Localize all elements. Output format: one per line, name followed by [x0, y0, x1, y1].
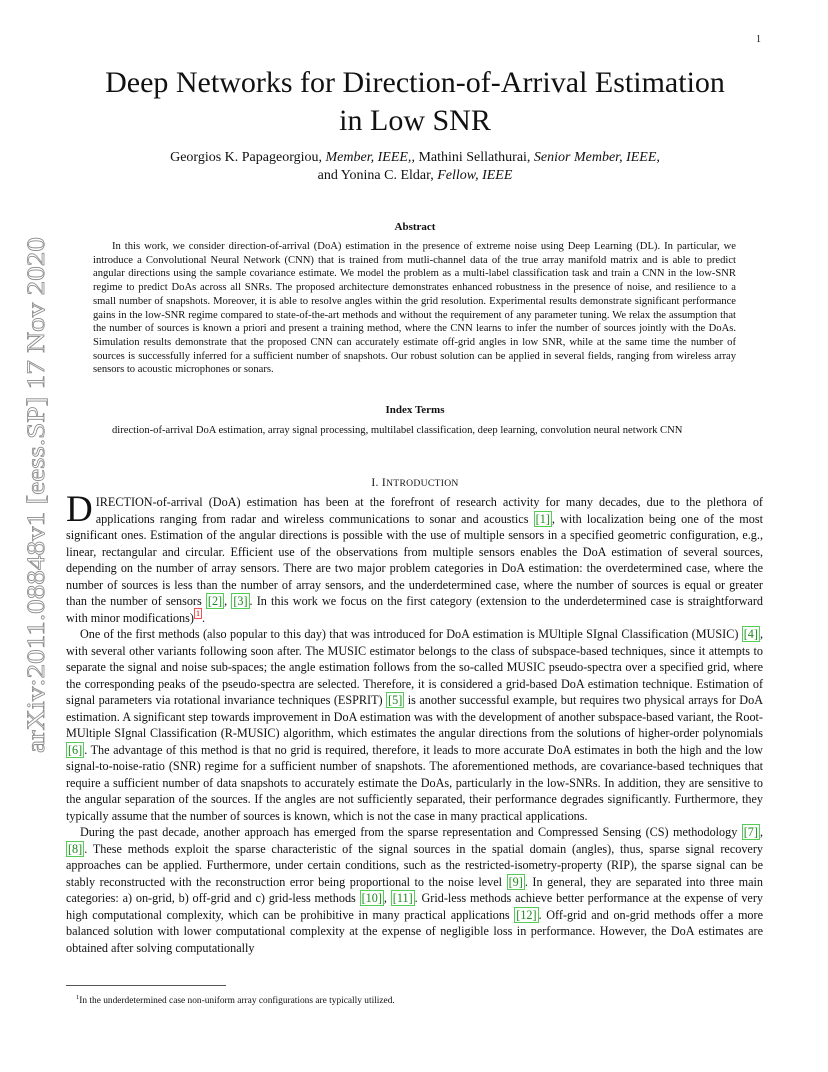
- citation-link[interactable]: [7]: [743, 825, 758, 839]
- citation-link[interactable]: [6]: [68, 742, 83, 757]
- author-1-role: Member, IEEE,: [325, 150, 412, 165]
- text-run: is another successful example, but requires two physical arrays for DoA estimation. A significant step towards improvement in DoA estimation was with the development of another subspace-based variant, the Root-MUltiple SIgnal Classification (R-MUSIC) algorithm, which estimates the angular directions from the solutions of higher-order polynomials: [66, 693, 764, 740]
- index-terms-heading: Index Terms: [385, 404, 445, 416]
- author-3-name: and Yonina C. Eldar,: [317, 168, 438, 183]
- text-run: . The advantage of this method is that no grid is required, therefore, it leads to more accurate DoA estimates in both the high and the low signal-to-noise-ratio (SNR) regime for a sufficient number of snapshots. The aforementioned methods, are covariance-based techniques that require a sufficient number of data snapshots to accurately estimate the DoAs, particularly in the low-SNRs. In addition, they are sensitive to the angular separation of the sources. If the angles are not sufficiently separated, their performance degrades significantly. Furthermore, they typically assume that the number of sources is known, which is not the case in many practical applications.: [66, 742, 763, 823]
- text-run: . Off-grid and on-grid methods offer a more balanced solution with lower computational complexity at the expense of negligible loss in performance. However, the DoA estimates are obtained after solving computationally: [66, 907, 763, 955]
- text-run: One of the first methods (also popular to this day) that was introduced for DoA estimation is MUltiple SIgnal Classification (MUSIC): [80, 627, 742, 641]
- page-number: 1: [756, 34, 761, 45]
- text-run: IRECTION-of-arrival (DoA) estimation has been at the forefront of research activity for many decades, due to the plethora of applications ranging from radar and wireless communications to sonar and acoustics: [95, 495, 763, 526]
- footnote-rule: [66, 985, 226, 986]
- text-run: . These methods exploit the sparse characteristic of the signal sources in the spatial domain (angles), thus, sparse signal recovery approaches can be applied. Furthermore, under certain conditions, such as the restricted-isometry-property (RIP), the sparse signal can be stably reconstructed with the reconstruction error being proportional to the noise level: [66, 841, 763, 889]
- citation-link[interactable]: [1]: [535, 511, 550, 526]
- text-run: During the past decade, another approach has emerged from the sparse representation and Compressed Sensing (CS) methodology: [80, 825, 742, 839]
- abstract-heading: Abstract: [394, 221, 436, 233]
- text-run: ,: [383, 891, 391, 905]
- citation-link[interactable]: [12]: [516, 907, 537, 922]
- citation-link[interactable]: [8]: [68, 841, 83, 856]
- citation-link[interactable]: [11]: [392, 891, 413, 905]
- footnote: [76, 994, 756, 1006]
- text-run: . In this work we focus on the first category (extension to the underdetermined case is straightforward with minor modifications): [66, 594, 763, 625]
- paragraph-2: [66, 626, 763, 824]
- paper-title: [60, 64, 770, 140]
- text-run: , with several other variants following soon after. The MUSIC estimator belongs to the class of subspace-based techniques, since it attempts to separate the signal and noise sub-spaces; the angle estimation follows from the so-called MUSIC pseudo-spectra over a specified grid, where the corresponding peaks of the pseudo-spectra are selected. Therefore, it is considered a grid-based DoA estimation technique. Estimation of signal parameters via rotational invariance techniques (ESPRIT): [66, 627, 763, 707]
- text-run: ,: [224, 594, 232, 608]
- citation-link[interactable]: [3]: [233, 594, 248, 608]
- citation-link[interactable]: [2]: [207, 594, 223, 608]
- author-2-role: Senior Member, IEEE,: [533, 150, 660, 165]
- citation-link[interactable]: [4]: [743, 627, 758, 641]
- footnote-mark: 1: [76, 994, 80, 1001]
- citation-link[interactable]: [9]: [508, 874, 523, 889]
- title-line-1: Deep Networks for Direction-of-Arrival Estimation: [105, 66, 725, 99]
- author-1-name: Georgios K. Papageorgiou,: [170, 150, 326, 165]
- citation-link[interactable]: [10]: [361, 891, 382, 905]
- author-list: [60, 149, 770, 185]
- footnote-link[interactable]: 1: [195, 609, 200, 619]
- title-line-2: in Low SNR: [339, 104, 491, 137]
- paragraph-3: [66, 824, 763, 956]
- abstract-text: In this work, we consider direction-of-arrival (DoA) estimation in the presence of extreme noise using Deep Learning (DL). In particular, we introduce a Convolutional Neural Network (CNN) that is trained from mutli-channel data of the true array manifold matrix and is able to predict angular directions using the sample covariance estimate. We model the problem as a multi-label classification task and train a CNN in the low-SNR regime to predict DoAs across all SNRs. The proposed architecture demonstrates enhanced robustness in the presence of noise, and resilience to a small number of snapshots. Moreover, it is able to resolve angles within the grid resolution. Experimental results demonstrate significant performance gains in the low-SNR regime compared to state-of-the-art methods and without the requirement of any parameter tuning. We relax the assumption that the number of sources is known a priori and present a training method, where the CNN learns to infer the number of sources jointly with the DoAs. Simulation results demonstrate that the proposed CNN can accurately estimate off-grid angles in low SNR, while at the same time the number of sources is successfully inferred for a sufficient number of snapshots. Our robust solution can be applied in several fields, ranging from wireless array sensors to acoustic microphones or sonars.: [93, 241, 736, 376]
- footnote-text: In the underdetermined case non-uniform array configurations are typically utilized.: [79, 996, 395, 1007]
- text-run: . In general, they are separated into three main categories: a) on-grid, b) off-grid and c) grid-less methods: [66, 874, 763, 905]
- text-run: . Grid-less methods achieve better performance at the expense of very high computational complexity, which can be prohibitive in many practical applications: [66, 891, 763, 922]
- text-run: , with localization being one of the most significant ones. Estimation of the angular directions is possible with the use of multiple sensors in a specified geometric configuration, e.g., linear, rectangular and circular. Efficient use of the observations from multiple sensors enables the DoA estimation of several sources, depending on the number of array sensors. There are two major problem categories in DoA estimation: the overdetermined case, where the number of sources is less than the number of array sensors, and the underdetermined case, where the number of sources is equal or greater than the number of sensors: [66, 511, 763, 608]
- section-numeral: I. I: [371, 476, 387, 489]
- citation-link[interactable]: [5]: [388, 693, 403, 707]
- arxiv-stamp: [8, 235, 56, 755]
- section-heading-introduction: [60, 476, 770, 489]
- text-run: .: [201, 610, 205, 625]
- author-2-name: , Mathini Sellathurai,: [411, 150, 534, 165]
- drop-cap: D: [66, 489, 93, 530]
- index-terms-text: direction-of-arrival DoA estimation, array signal processing, multilabel classification, deep learning, convolution neural network CNN: [112, 425, 683, 436]
- paragraph-1: [66, 489, 763, 626]
- section-title-rest: NTRODUCTION: [386, 478, 459, 489]
- arxiv-stamp-text: arXiv:2011.08848v1 [eess.SP] 17 Nov 2020: [21, 302, 50, 753]
- author-3-role: Fellow, IEEE: [437, 168, 513, 183]
- text-run: ,: [759, 825, 763, 839]
- introduction-body: [66, 489, 764, 956]
